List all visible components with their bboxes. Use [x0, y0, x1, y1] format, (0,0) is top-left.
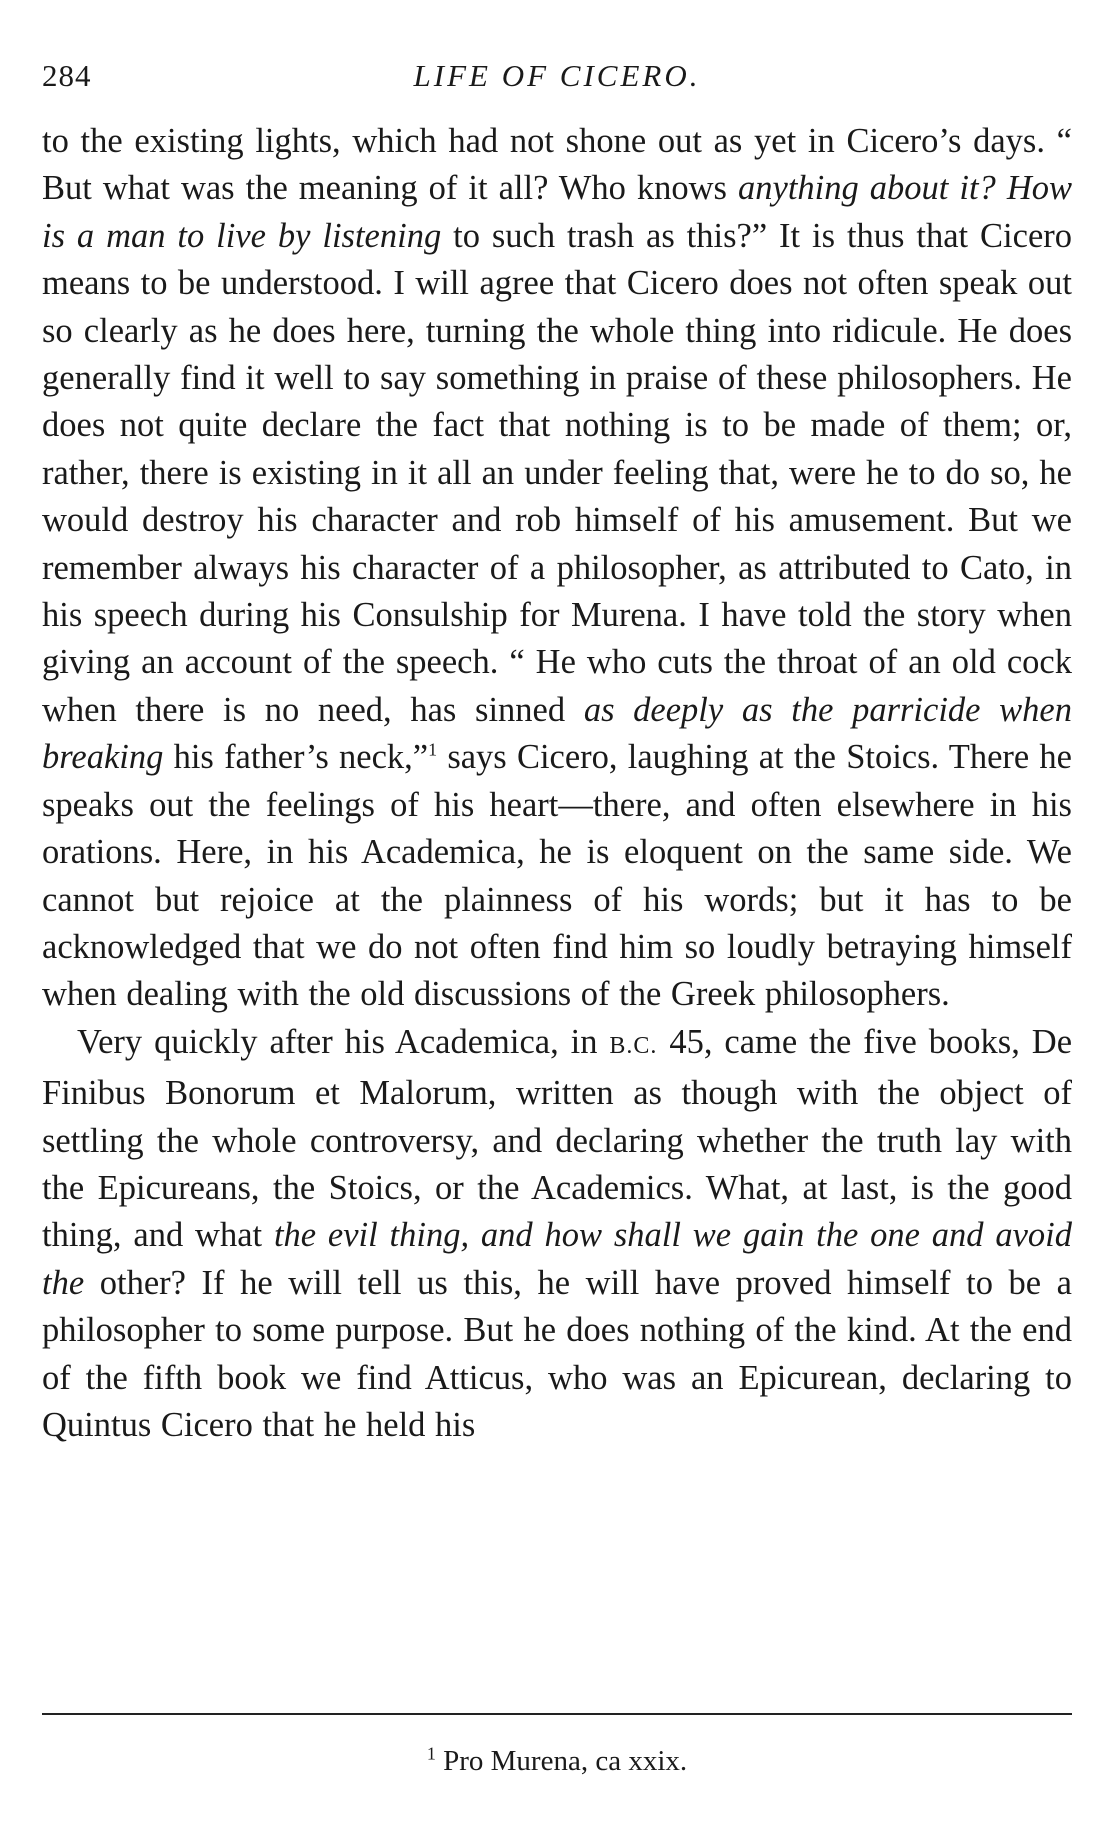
paragraph-2-text-c: other? If he will tell us this, he will have proved himself to be a philosopher to some purpose. But he does nothing of the kind. At the end of the fifth book we find Atticus, who was an Epicurean, declaring to Quintus Cicero that he held his — [42, 1263, 1072, 1444]
page-header — [42, 40, 1072, 100]
paragraph-1-text-c: his father’s neck,” — [163, 738, 429, 777]
paragraph-1 — [42, 118, 1072, 1019]
footnote-marker: 1 — [426, 1743, 436, 1764]
page-number: 284 — [42, 58, 92, 93]
paragraph-2 — [42, 1019, 1072, 1450]
paragraph-1-italic-a: anything about it? How is a man to live by listening — [42, 169, 1072, 255]
paragraph-2-italic-a: the evil thing, and how shall we gain the one and avoid the — [42, 1216, 1072, 1302]
paragraph-2-text-b: 45, came the five books, De Finibus Bonorum et Malorum, written as though with the object of settling the whole controversy, and declaring whether the truth lay with the Epicureans, the Stoics, or the Academics. What, at last, is the good thing, and what — [42, 1022, 1073, 1255]
footnote-divider — [42, 1713, 1072, 1715]
paragraph-2-text-a: Very quickly after his Academica, in — [77, 1022, 610, 1061]
paragraph-1-text-b: to such trash as this?” It is thus that Cicero means to be understood. I will agree that Cicero does not often speak out so clearly as he does here, turning the whole thing into ridicule. He does generally find it well to say something in praise of these philosophers. He does not quite declare the fact that nothing is to be made of them; or, rather, there is existing in it all an under feeling that, were he to do so, he would destroy his character and rob himself of his amusement. But we remember always his character of a philosopher, as attributed to Cato, in his speech during his Consulship for Murena. I have told the story when giving an account of the speech. “ He who cuts the throat of an old cock when there is no need, has sinned — [42, 216, 1073, 729]
body-text — [42, 118, 1072, 1449]
paragraph-1-text-d: says Cicero, laughing at the Stoics. There he speaks out the feelings of his heart—there, and often elsewhere in his orations. Here, in his Academica, he is eloquent on the same side. We cannot but rejoice at the plainness of his words; but it has to be acknowledged that we do not often find him so loudly betraying himself when dealing with the old discussions of the Greek philosophers. — [42, 738, 1072, 1014]
running-head: LIFE OF CICERO. — [413, 58, 701, 93]
paragraph-1-italic-b: as deeply as the parricide when breaking — [42, 690, 1072, 777]
footnote-text: Pro Murena, ca xxix. — [435, 1745, 688, 1777]
book-page — [42, 40, 1072, 1449]
footnote — [42, 1745, 1072, 1778]
paragraph-1-text-a: to the existing lights, which had not shone out as yet in Cicero’s days. “ But what was the meaning of it all? Who knows — [42, 122, 1072, 208]
bc-abbreviation: B.C. — [609, 1032, 658, 1059]
footnote-reference: 1 — [428, 739, 438, 760]
